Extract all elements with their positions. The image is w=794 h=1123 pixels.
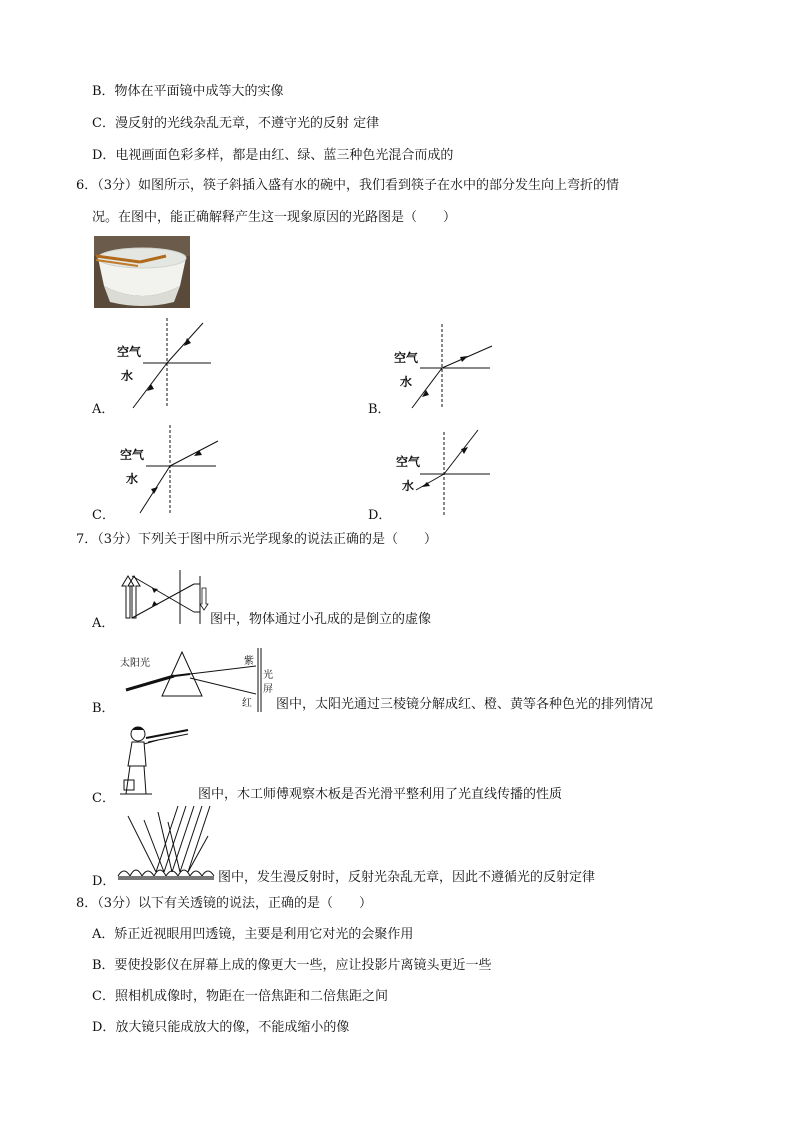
air-label: 空气 [396,455,421,469]
q6-diagram-c [118,425,223,515]
prism-diagram [120,644,275,714]
q5-option-b: B．物体在平面镜中成等大的实像 [92,84,284,99]
q6-diagram-d [394,428,494,518]
q6-label-c: C． [92,508,115,523]
q6-label-b: B． [368,402,391,417]
water-label: 水 [126,472,139,486]
diffuse-reflection-diagram [118,806,214,882]
bowl-chopsticks-photo [94,236,190,308]
q6-diagram-a [115,318,215,408]
red-label: 红 [242,698,252,709]
q7-label-d: D． [92,874,116,889]
water-label: 水 [402,479,415,493]
q8-stem: 8．（3分）以下有关透镜的说法，正确的是（ ） [76,896,373,911]
q6-label-d: D． [368,508,392,523]
air-label: 空气 [120,448,145,462]
pinhole-diagram [118,566,210,628]
q7-label-b: B． [92,701,115,716]
air-label: 空气 [117,345,142,359]
water-label: 水 [400,375,413,389]
air-label: 空气 [394,351,419,365]
q6-label-a: A． [92,402,115,417]
q7-label-a: A． [92,616,115,631]
screen-label-2: 屏 [263,684,273,695]
q7-text-a: 图中，物体通过小孔成的是倒立的虚像 [210,612,432,627]
q8-option-c: C．照相机成像时，物距在一倍焦距和二倍焦距之间 [92,989,388,1004]
q7-text-d: 图中，发生漫反射时，反射光杂乱无章，因此不遵循光的反射定律 [218,870,596,885]
screen-label-1: 光 [263,670,273,681]
q8-option-d: D．放大镜只能成放大的像，不能成缩小的像 [92,1020,350,1035]
q6-stem-line1: 6．（3分）如图所示，筷子斜插入盛有水的碗中，我们看到筷子在水中的部分发生向上弯折的情 [76,178,620,193]
q5-option-d: D．电视画面色彩多样，都是由红、绿、蓝三种色光混合而成的 [92,148,454,163]
sunlight-label: 太阳光 [120,658,150,669]
purple-label: 紫 [244,656,254,667]
q7-text-c: 图中，木工师傅观察木板是否光滑平整利用了光直线传播的性质 [198,787,563,802]
q5-option-c: C．漫反射的光线杂乱无章，不遵守光的反射 定律 [92,116,380,131]
water-label: 水 [121,369,134,383]
q7-stem: 7．（3分）下列关于图中所示光学现象的说法正确的是（ ） [76,532,438,547]
q8-option-b: B．要使投影仪在屏幕上成的像更大一些，应让投影片离镜头更近一些 [92,958,492,973]
q6-diagram-b [392,322,492,410]
q6-stem-line2: 况。在图中，能正确解释产生这一现象原因的光路图是（ ） [92,210,457,225]
q7-text-b: 图中，太阳光通过三棱镜分解成红、橙、黄等各种色光的排列情况 [276,697,654,712]
q7-label-c: C． [92,791,115,806]
carpenter-diagram [118,722,194,802]
q8-option-a: A．矫正近视眼用凹透镜，主要是利用它对光的会聚作用 [92,927,414,942]
